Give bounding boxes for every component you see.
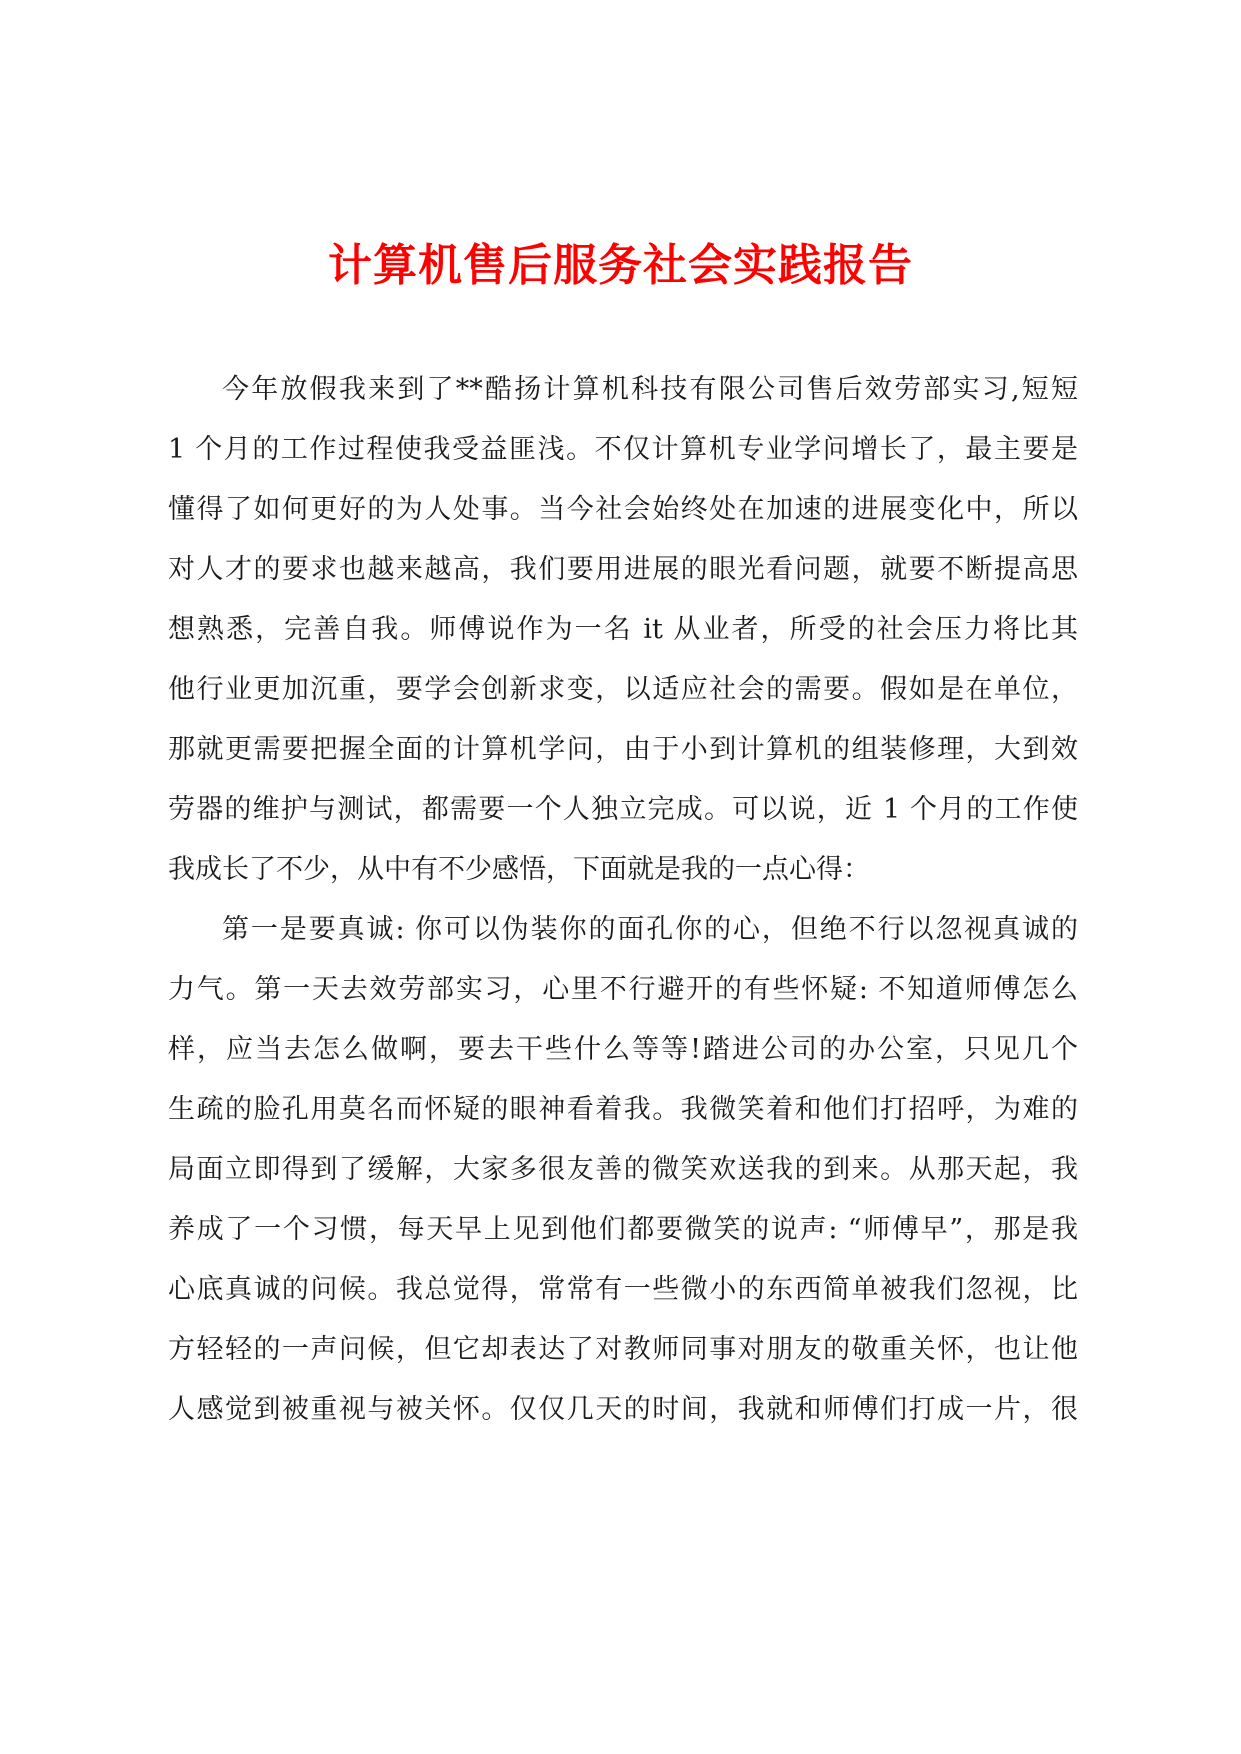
paragraph-line: 我成长了不少，从中有不少感悟，下面就是我的一点心得： xyxy=(168,854,870,885)
paragraph-line: 第一是要真诚: 你可以伪装你的面孔你的心，但绝不行以忽视真诚的 xyxy=(222,914,1078,945)
paragraph-line: 那就更需要把握全面的计算机学问，由于小到计算机的组装修理，大到效 xyxy=(168,734,1078,765)
paragraph-line: 力气。第一天去效劳部实习，心里不行避开的有些怀疑: 不知道师傅怎么 xyxy=(168,974,1078,1005)
paragraph-line: 方轻轻的一声问候，但它却表达了对教师同事对朋友的敬重关怀，也让他 xyxy=(168,1334,1078,1365)
paragraph-line: 想熟悉，完善自我。师傅说作为一名 it 从业者，所受的社会压力将比其 xyxy=(168,614,1078,645)
paragraph-line: 样，应当去怎么做啊，要去干些什么等等!踏进公司的办公室，只见几个 xyxy=(168,1034,1078,1065)
paragraph-line: 对人才的要求也越来越高，我们要用进展的眼光看问题，就要不断提高思 xyxy=(168,554,1078,585)
paragraph-line: 人感觉到被重视与被关怀。仅仅几天的时间，我就和师傅们打成一片，很 xyxy=(168,1394,1078,1425)
paragraph-line: 他行业更加沉重，要学会创新求变，以适应社会的需要。假如是在单位， xyxy=(168,674,1078,705)
paragraph-line: 1 个月的工作过程使我受益匪浅。不仅计算机专业学问增长了，最主要是 xyxy=(168,434,1078,465)
document-title: 计算机售后服务社会实践报告 xyxy=(328,240,913,291)
paragraph-line: 劳器的维护与测试，都需要一个人独立完成。可以说，近 1 个月的工作使 xyxy=(168,794,1078,825)
paragraph-line: 懂得了如何更好的为人处事。当今社会始终处在加速的进展变化中，所以 xyxy=(168,494,1078,525)
paragraph-line: 局面立即得到了缓解，大家多很友善的微笑欢送我的到来。从那天起，我 xyxy=(168,1154,1078,1185)
paragraph-line: 养成了一个习惯，每天早上见到他们都要微笑的说声: “师傅早”，那是我 xyxy=(168,1214,1078,1245)
paragraph-line: 生疏的脸孔用莫名而怀疑的眼神看着我。我微笑着和他们打招呼，为难的 xyxy=(168,1094,1078,1125)
paragraph-line: 心底真诚的问候。我总觉得，常常有一些微小的东西简单被我们忽视，比 xyxy=(168,1274,1078,1305)
paragraph-line: 今年放假我来到了**酷扬计算机科技有限公司售后效劳部实习,短短 xyxy=(222,374,1078,405)
